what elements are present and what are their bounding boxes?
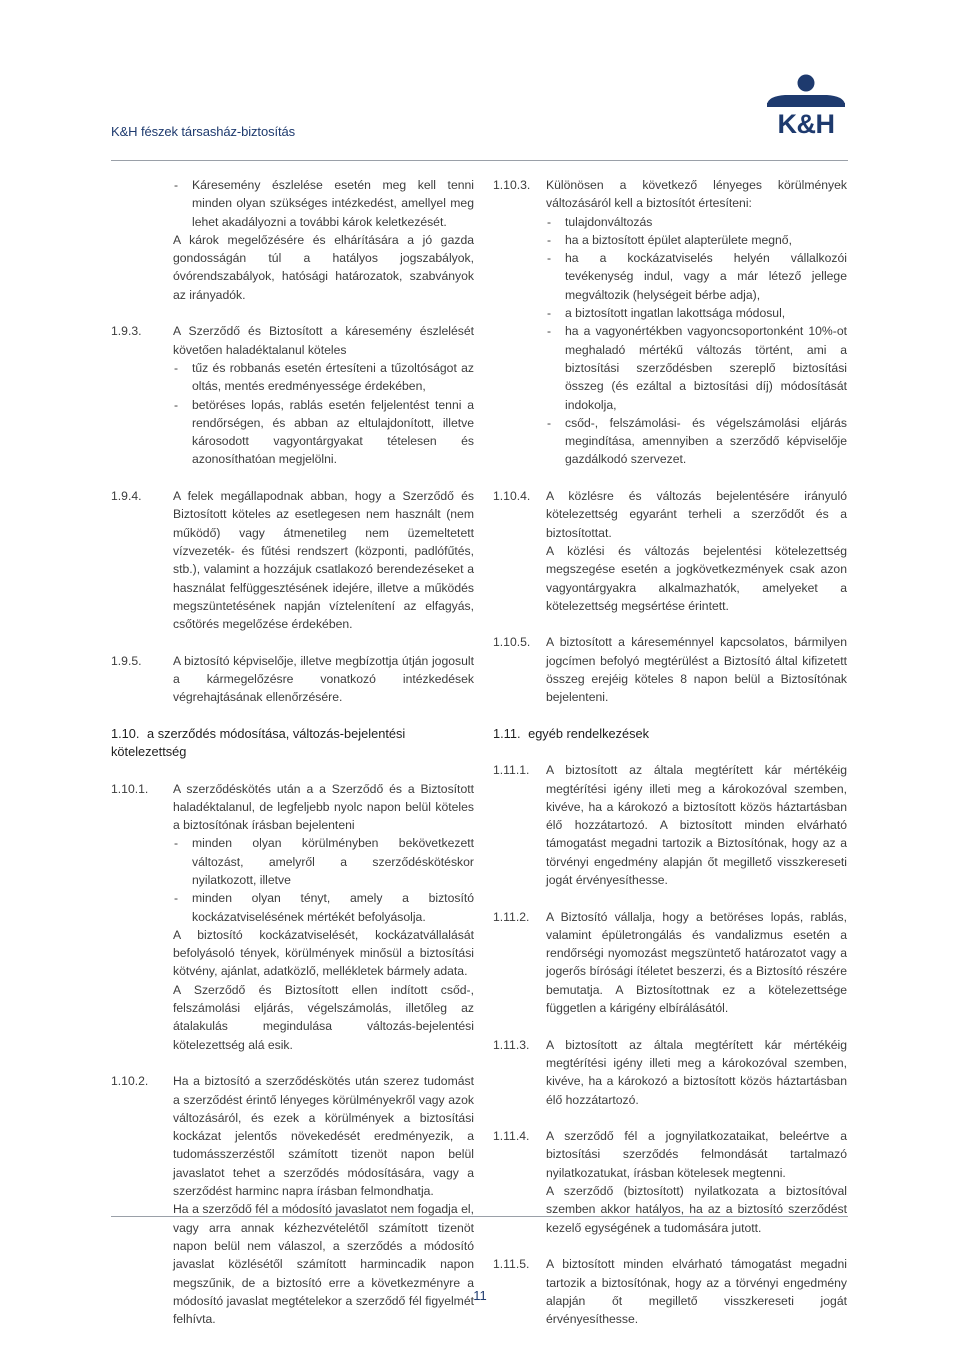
paragraph-number: 1.9.4. bbox=[111, 489, 142, 504]
paragraph-1-10-5 bbox=[493, 633, 847, 706]
dash-item: - ha a biztosított épület alapterülete megnő, bbox=[546, 231, 847, 249]
dash-item: - minden olyan tényt, amely a biztosító kockázatviselésének mértékét befolyásolja. bbox=[173, 889, 474, 926]
intro-block bbox=[111, 176, 474, 304]
dash-item: - minden olyan körülményben bekövetkezett változást, amelyről a szerződéskötéskor nyilatkozott, illetve bbox=[173, 834, 474, 889]
paragraph-number: 1.9.5. bbox=[111, 653, 142, 668]
section-heading-1-11 bbox=[493, 725, 847, 743]
left-column bbox=[111, 176, 474, 1347]
paragraph-text: A biztosító képviselője, illetve megbízottja útján jogosult a kármegelőzésre vonatkozó intézkedések végrehajtásának ellenőrzésére. bbox=[173, 653, 474, 705]
paragraph-number: 1.10.2. bbox=[111, 1074, 149, 1089]
intro-text: A károk megelőzésére és elhárítására a jó gazda gondosságán túl a hatályos jogszabályok, óvórendszabályok, hatósági határozatok, szabványok az irányadók. bbox=[173, 232, 474, 302]
header-divider bbox=[111, 160, 848, 161]
dash-item: - csőd-, felszámolási- és végelszámolási eljárás megindítása, amennyiben a szerződő képviselője gazdálkodó szervezet. bbox=[546, 414, 847, 469]
paragraph-number: 1.11.4. bbox=[493, 1129, 530, 1144]
header-title: K&H fészek társasház-biztosítás bbox=[111, 124, 296, 139]
paragraph-1-10-4 bbox=[493, 487, 847, 615]
dash-item: - ha a vagyonértékben vagyoncsoportonként 10%-ot meghaladó mértékű változás történt, ami a biztosítási szerződésben szereplő biztosítási összeg (és ezáltal a biztosítási díj) módosítását indokolja, bbox=[546, 322, 847, 413]
paragraph-number: 1.11.2. bbox=[493, 909, 530, 924]
paragraph-1-11-4 bbox=[493, 1127, 847, 1237]
paragraph-1-11-3 bbox=[493, 1036, 847, 1109]
right-column bbox=[493, 176, 847, 1347]
paragraph-1-11-1 bbox=[493, 761, 847, 889]
paragraph-number: 1.9.3. bbox=[111, 324, 142, 339]
intro-dash-item: - Káresemény észlelése esetén meg kell tenni minden olyan szükséges intézkedést, amellyel meg lehet akadályozni a további károk keletkezését. bbox=[173, 176, 474, 231]
paragraph-text: A biztosított az általa megtérített kár mértékéig megtérítési igény illeti meg a károkozóval szemben, kivéve, ha a károkozó a biztosított közös háztartásban élő hozzátartozó. A biztosított minden elvárható támogatást megadni tartozik a Biztosítónak, hogy az a törvényi engedmény alapján őt megillető visszkereseti jogát érvényesíthesse. bbox=[546, 763, 847, 887]
paragraph-text: A biztosított a káreseménnyel kapcsolatos, bármilyen jogcímen befolyó megtérülést a Biztosító által kifizetett összeg erejéig köteles 8 napon belül a Biztosítónak bejelenteni. bbox=[546, 635, 847, 705]
paragraph-number: 1.10.5. bbox=[493, 635, 531, 650]
paragraph-text: A felek megállapodnak abban, hogy a Szerződő és Biztosított köteles az esetlegesen nem használt (nem működő) vagy átmenetileg nem üzemeltetett vízvezeték- és fűtési rendszert (központi, padlófűtés, stb.), valamint a hozzájuk csatlakozó berendezéseket a használat felfüggesztésének idejére, illetve a működés megszüntetésének napján víztelenítení az elfagyás, csőtörés megelőzése érdekében. bbox=[173, 489, 474, 632]
logo-figure-icon bbox=[765, 74, 847, 110]
paragraph-extra: A Szerződő és Biztosított ellen indított csőd-, felszámolási eljárás, végelszámolás, illetőleg az átalakulás megindulása változás-bejelentési kötelezettség alá esik. bbox=[173, 982, 474, 1052]
dash-item: - ha a kockázatviselés helyén vállalkozói tevékenység indul, vagy a már létező jellege megváltozik (helységeit bérbe adja), bbox=[546, 249, 847, 304]
dash-item: - betöréses lopás, rablás esetén feljelentést tenni a rendőrségen, és abban az eltulajdonított, illetve károsodott vagyontárgyakat tételesen és azonosíthatóan megjelölni. bbox=[173, 396, 474, 469]
paragraph-extra: Ha a szerződő fél a módosító javaslatot nem fogadja el, vagy arra annak kézhezvételétől számított tizenöt napon belül nem válaszol, a szerződés a módosító javaslat közlésétől számított harmincadik napon megszűnik, de a biztosító erre a következményre a módosító javaslat megtételekor a szerződő fél figyelmét felhívta. bbox=[173, 1202, 474, 1327]
paragraph-text: A szerződéskötés után a a Szerződő és a Biztosított haladéktalanul, de legfeljebb nyolc napon belül köteles a biztosítónak írásban bejelenteni bbox=[173, 781, 474, 833]
section-number: 1.11. bbox=[493, 725, 521, 741]
paragraph-number: 1.10.3. bbox=[493, 178, 531, 192]
paragraph-extra: A biztosító kockázatviselését, kockázatvállalását befolyásoló tények, körülmények minősül a biztosítási kötvény, ajánlat, adatközlő, mellékletek bármely adata. bbox=[173, 927, 474, 979]
paragraph-number: 1.11.5. bbox=[493, 1257, 530, 1272]
section-title: a szerződés módosítása, változás-bejelentési kötelezettség bbox=[111, 725, 406, 760]
paragraph-text: A Szerződő és Biztosított a káresemény észlelését követően haladéktalanul köteles bbox=[173, 324, 474, 357]
paragraph-number: 1.11.3. bbox=[493, 1037, 530, 1052]
dash-item: - a biztosított ingatlan lakottsága módosul, bbox=[546, 304, 847, 322]
footer-divider bbox=[111, 1216, 848, 1217]
paragraph-extra: A közlési és változás bejelentési kötelezettség megszegése esetén a jogkövetkezmények csak azon vagyontárgyakra alkalmazhatók, amelyeket a kötelezettség megsértése érintett. bbox=[546, 543, 847, 613]
kh-logo bbox=[765, 74, 847, 138]
page-number: 11 bbox=[473, 1288, 487, 1303]
paragraph-text: Különösen a következő lényeges körülmények változásáról kell a biztosítót értesíteni: bbox=[546, 178, 847, 211]
paragraph-1-9-4 bbox=[111, 487, 474, 633]
section-heading-1-10 bbox=[111, 725, 474, 762]
paragraph-text: A közlésre és változás bejelentésére irányuló kötelezettség egyaránt terheli a szerződőt és a biztosítottat. bbox=[546, 489, 847, 540]
section-title: egyéb rendelkezések bbox=[528, 725, 650, 741]
paragraph-text: A biztosított az általa megtérített kár mértékéig megtérítési igény illeti meg a károkozóval szemben, kivéve, ha a károkozó a biztosított közös háztartásban élő hozzátartozó. bbox=[546, 1037, 847, 1107]
dash-item: - tulajdonváltozás bbox=[546, 213, 847, 231]
paragraph-text: A szerződő fél a jognyilatkozataikat, beleértve a biztosítási szerződés felmondását tartalmazó nyilatkozatukat, írásban kötelesek megtenni. bbox=[546, 1129, 847, 1180]
paragraph-1-9-3 bbox=[111, 322, 474, 468]
paragraph-text: A biztosított minden elvárható támogatást megadni tartozik a biztosítónak, hogy az a törvényi engedmény alapján őt megillető visszkereseti jogát érvényesíthesse. bbox=[546, 1257, 847, 1327]
paragraph-number: 1.10.1. bbox=[111, 781, 149, 796]
paragraph-text: Ha a biztosító a szerződéskötés után szerez tudomást a szerződést érintő lényeges körülményekről vagy azok változásáról, és ezek a körülmények a biztosítási kockázat jelentős növekedését eredményezik, a tudomásszerzéstől számított tizenöt napon belül javaslatot tehet a szerződés módosítására, vagy a szerződést harminc napra írásban felmondhatja. bbox=[173, 1074, 474, 1199]
paragraph-number: 1.10.4. bbox=[493, 489, 531, 504]
paragraph-1-11-2 bbox=[493, 908, 847, 1018]
dash-item: - tűz és robbanás esetén értesíteni a tűzoltóságot az oltás, mentés eredményessége érdekében, bbox=[173, 359, 474, 396]
logo-text: K&H bbox=[777, 109, 835, 139]
paragraph-text: A Biztosító vállalja, hogy a betöréses lopás, rablás, valamint épületrongálás és vandalizmus esetén a rendőrségi nyomozást megszüntető határozatot vagy a jogerős bírósági ítéletet beszerzi, és a Biztosító részére bemutatja. A Biztosítottnak ez a kötelezettsége független a kárigény elbírálásától. bbox=[546, 909, 847, 1016]
paragraph-1-10-1 bbox=[111, 780, 474, 1054]
paragraph-1-10-3 bbox=[493, 176, 847, 469]
paragraph-number: 1.11.1. bbox=[493, 763, 530, 778]
paragraph-extra: A szerződő (biztosított) nyilatkozata a biztosítóval szemben akkor hatályos, ha az a biztosító szerződést kezelő egységének a tudomására jutott. bbox=[546, 1184, 847, 1235]
paragraph-1-9-5 bbox=[111, 652, 474, 707]
section-number: 1.10. bbox=[111, 725, 140, 741]
